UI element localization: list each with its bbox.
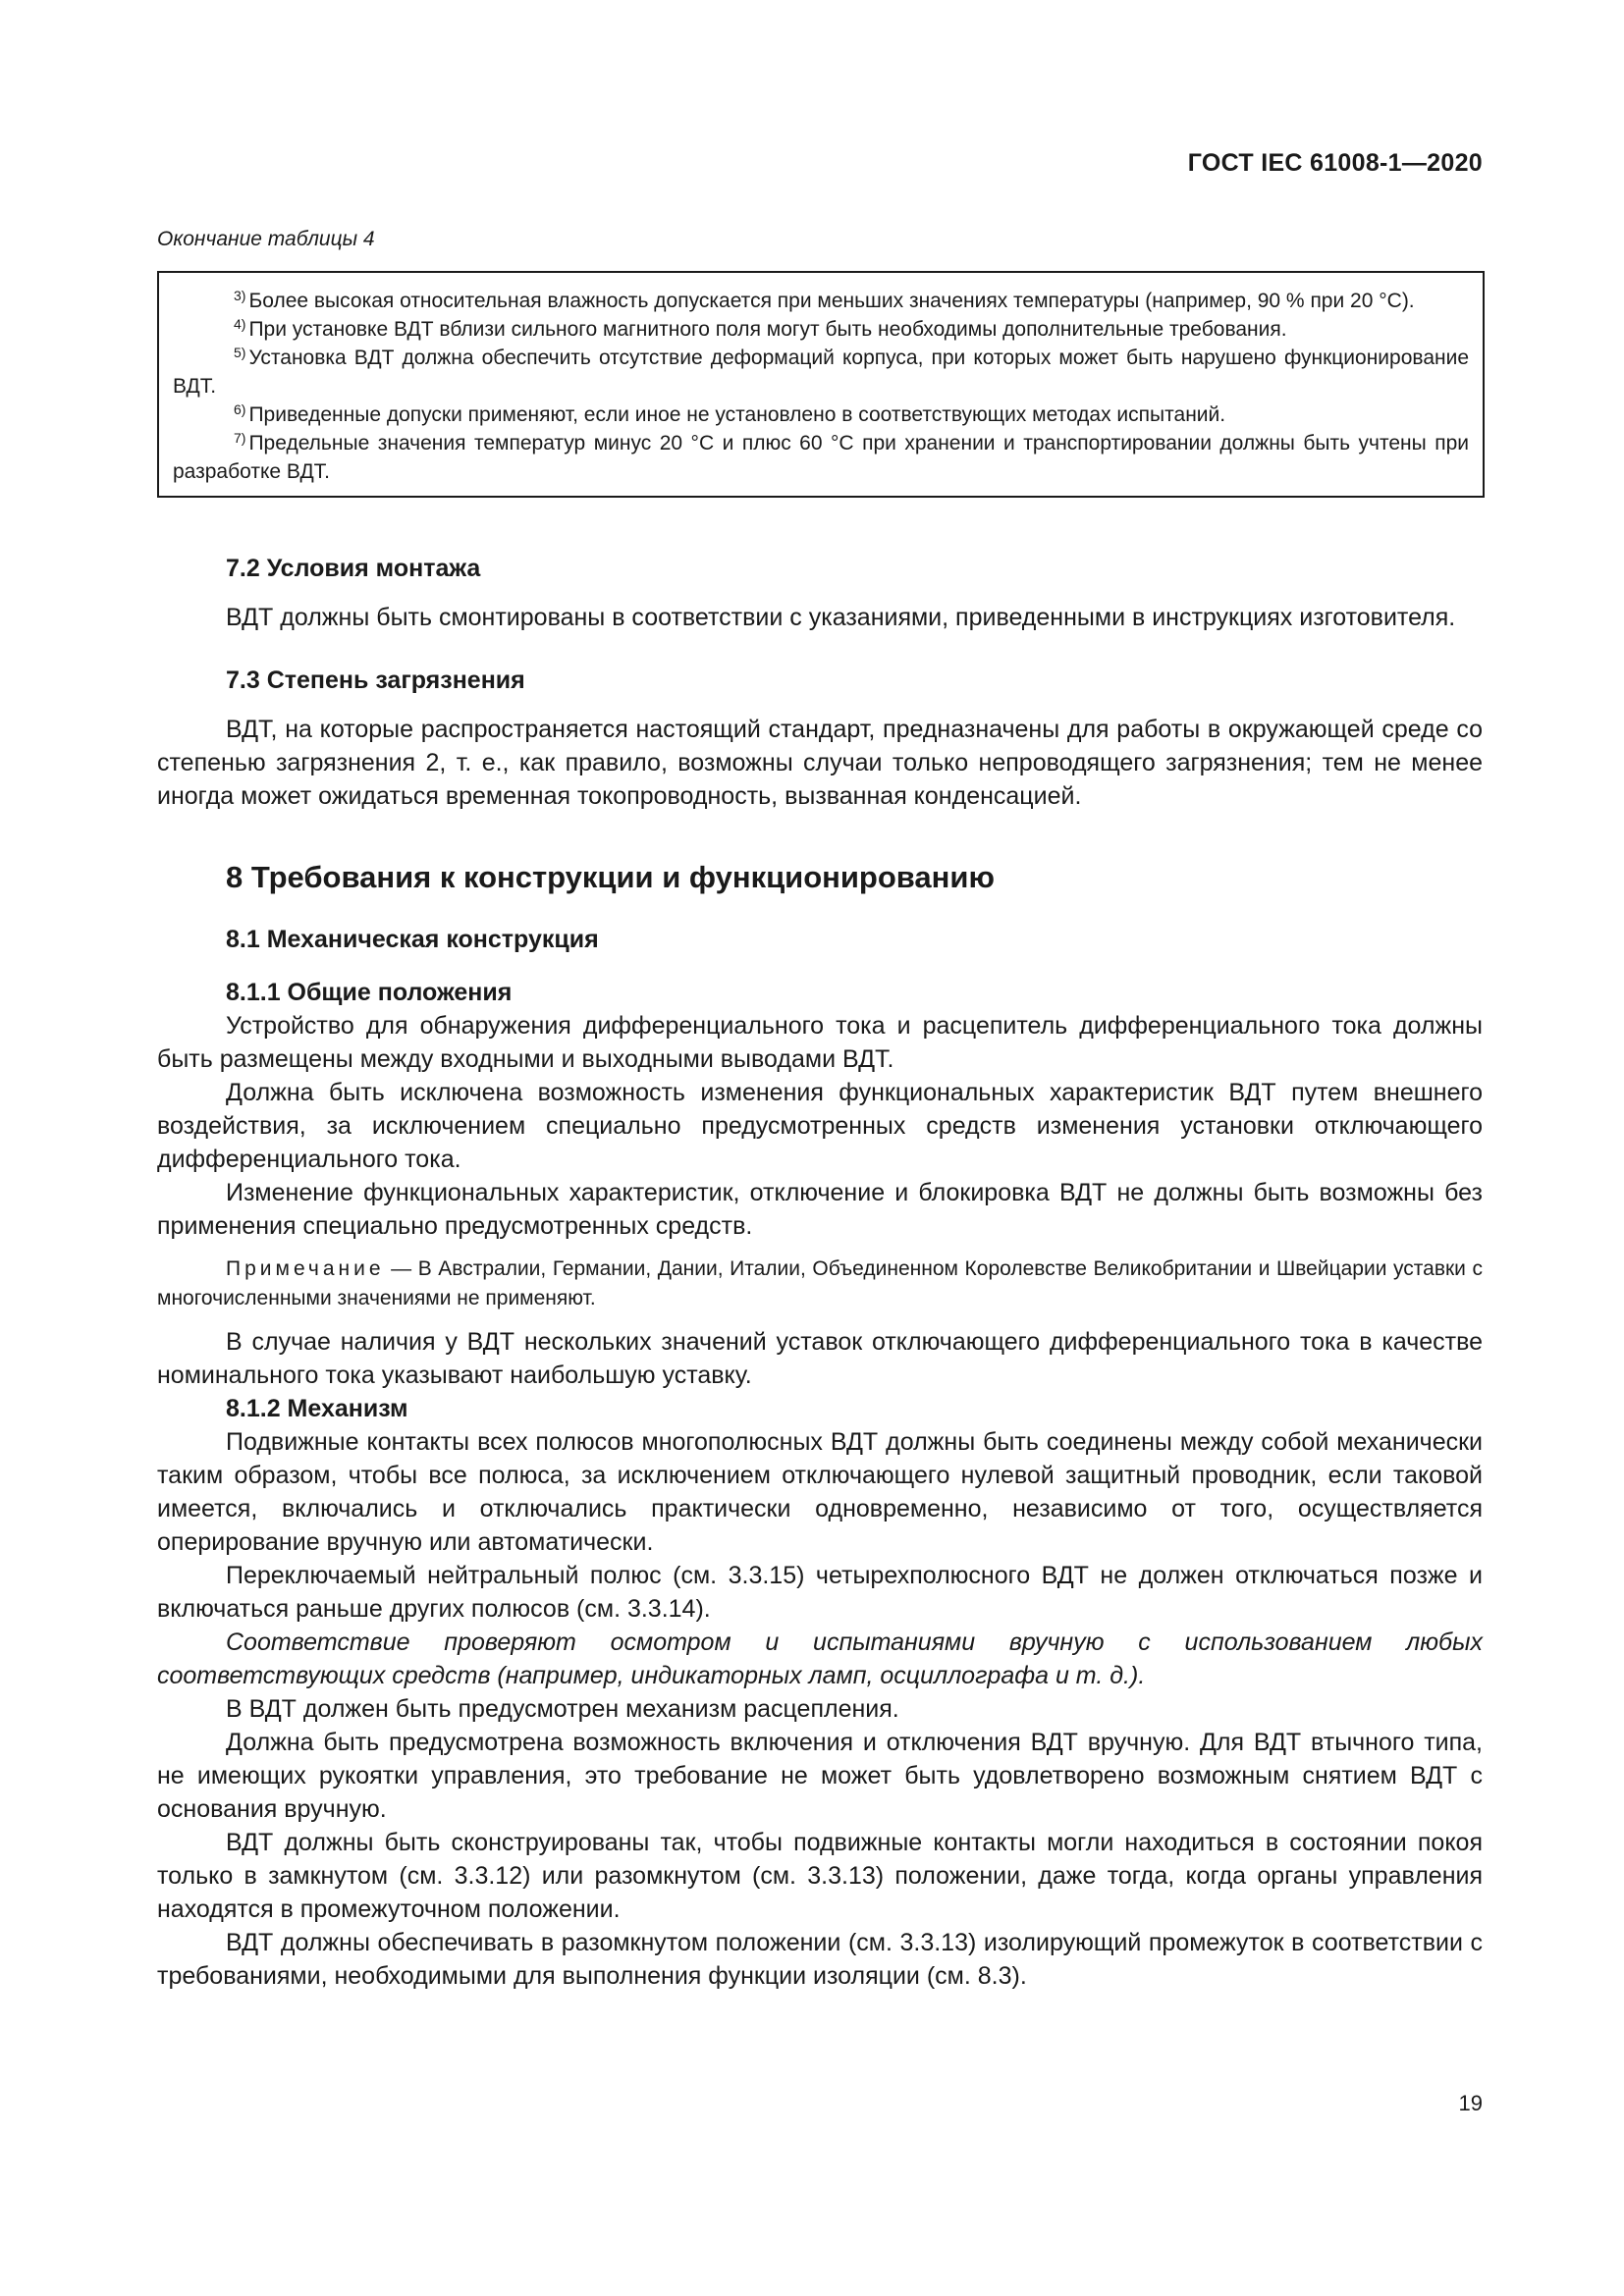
table-footnotes-box [157, 271, 1485, 498]
footnote-6 [173, 400, 1469, 429]
footnote-text: При установке ВДТ вблизи сильного магнитного поля могут быть необходимы дополнительные требования. [248, 318, 1287, 341]
footnote-mark: 4) [234, 316, 246, 332]
footnote-mark: 7) [234, 430, 246, 446]
footnote-4 [173, 315, 1469, 344]
section-8-1-1-paragraph: Должна быть исключена возможность изменения функциональных характеристик ВДТ путем внешнего воздействия, за исключением специально предусмотренных средств изменения установки отключающего дифференциального тока. [157, 1079, 1483, 1173]
section-7-3-text: ВДТ, на которые распространяется настоящий стандарт, предназначены для работы в окружающей среде со степенью загрязнения 2, т. е., как правило, возможны случаи только непроводящего загрязнения; тем не менее иногда может ожидаться временная токопроводность, вызванная конденсацией. [157, 716, 1483, 810]
table-continuation-caption: Окончание таблицы 4 [157, 228, 375, 250]
section-7-2-text: ВДТ должны быть смонтированы в соответствии с указаниями, приведенными в инструкциях изготовителя. [226, 604, 1456, 631]
document-header: ГОСТ IEC 61008-1—2020 [1187, 149, 1483, 177]
document-page [157, 0, 1483, 2296]
footnote-7 [173, 429, 1469, 486]
page-number: 19 [1458, 2091, 1483, 2115]
footnote-3 [173, 287, 1469, 315]
footnote-5 [173, 344, 1469, 400]
footnote-mark: 6) [234, 401, 246, 417]
section-8-1-1-note [157, 1255, 1483, 1313]
section-8-1-heading: 8.1 Механическая конструкция [226, 926, 599, 953]
section-8-1-2-paragraph: ВДТ должны обеспечивать в разомкнутом положении (см. 3.3.13) изолирующий промежуток в соответствии с требованиями, необходимыми для выполнения функции изоляции (см. 8.3). [157, 1929, 1483, 1990]
section-8-1-2-paragraph: В ВДТ должен быть предусмотрен механизм расцепления. [226, 1695, 899, 1723]
section-8-1-2-paragraph: Переключаемый нейтральный полюс (см. 3.3.15) четырехполюсного ВДТ не должен отключаться позже и включаться раньше других полюсов (см. 3.3.14). [157, 1562, 1483, 1623]
section-8-heading: 8 Требования к конструкции и функционированию [226, 860, 995, 894]
section-8-1-2-paragraph: Должна быть предусмотрена возможность включения и отключения ВДТ вручную. Для ВДТ втычного типа, не имеющих рукоятки управления, это требование не может быть удовлетворено возможным снятием ВДТ с основания вручную. [157, 1729, 1483, 1823]
section-7-2-heading: 7.2 Условия монтажа [226, 555, 481, 582]
footnote-text: Установка ВДТ должна обеспечить отсутствие деформаций корпуса, при которых может быть нарушено функционирование ВДТ. [173, 347, 1469, 398]
section-8-1-1-paragraph: Изменение функциональных характеристик, отключение и блокировка ВДТ не должны быть возможны без применения специально предусмотренных средств. [157, 1179, 1483, 1240]
note-label: Примечание [226, 1257, 385, 1280]
document-body [157, 552, 1483, 1993]
section-8-1-1-heading: 8.1.1 Общие положения [226, 979, 513, 1006]
footnote-text: Более высокая относительная влажность допускается при меньших значениях температуры (например, 90 % при 20 °С). [248, 290, 1415, 312]
section-7-3-heading: 7.3 Степень загрязнения [226, 667, 525, 694]
footnote-text: Приведенные допуски применяют, если иное не установлено в соответствующих методах испытаний. [248, 403, 1226, 426]
section-8-1-2-compliance-text: Соответствие проверяют осмотром и испытаниями вручную с использованием любых соответствующих средств (например, индикаторных ламп, осциллографа и т. д.). [157, 1629, 1483, 1689]
note-text: — В Австралии, Германии, Дании, Италии, Объединенном Королевстве Великобритании и Швейцарии уставки с многочисленными значениями не применяют. [157, 1257, 1483, 1309]
section-8-1-2-paragraph: Подвижные контакты всех полюсов многополюсных ВДТ должны быть соединены между собой механически таким образом, чтобы все полюса, за исключением отключающего нулевой защитный проводник, если таковой имеется, включались и отключались практически одновременно, независимо от того, осуществляется оперирование вручную или автоматически. [157, 1428, 1483, 1556]
footnote-mark: 3) [234, 288, 246, 303]
footnote-text: Предельные значения температур минус 20 °С и плюс 60 °С при хранении и транспортировании должны быть учтены при разработке ВДТ. [173, 432, 1469, 483]
section-8-1-2-heading: 8.1.2 Механизм [226, 1395, 408, 1422]
section-8-1-2-paragraph: ВДТ должны быть сконструированы так, чтобы подвижные контакты могли находиться в состоянии покоя только в замкнутом (см. 3.3.12) или разомкнутом (см. 3.3.13) положении, даже тогда, когда органы управления находятся в промежуточном положении. [157, 1829, 1483, 1923]
section-8-1-1-paragraph: Устройство для обнаружения дифференциального тока и расцепитель дифференциального тока должны быть размещены между входными и выходными выводами ВДТ. [157, 1012, 1483, 1073]
footnote-mark: 5) [234, 345, 246, 360]
section-8-1-1-paragraph: В случае наличия у ВДТ нескольких значений уставок отключающего дифференциального тока в качестве номинального тока указывают наибольшую уставку. [157, 1328, 1483, 1389]
